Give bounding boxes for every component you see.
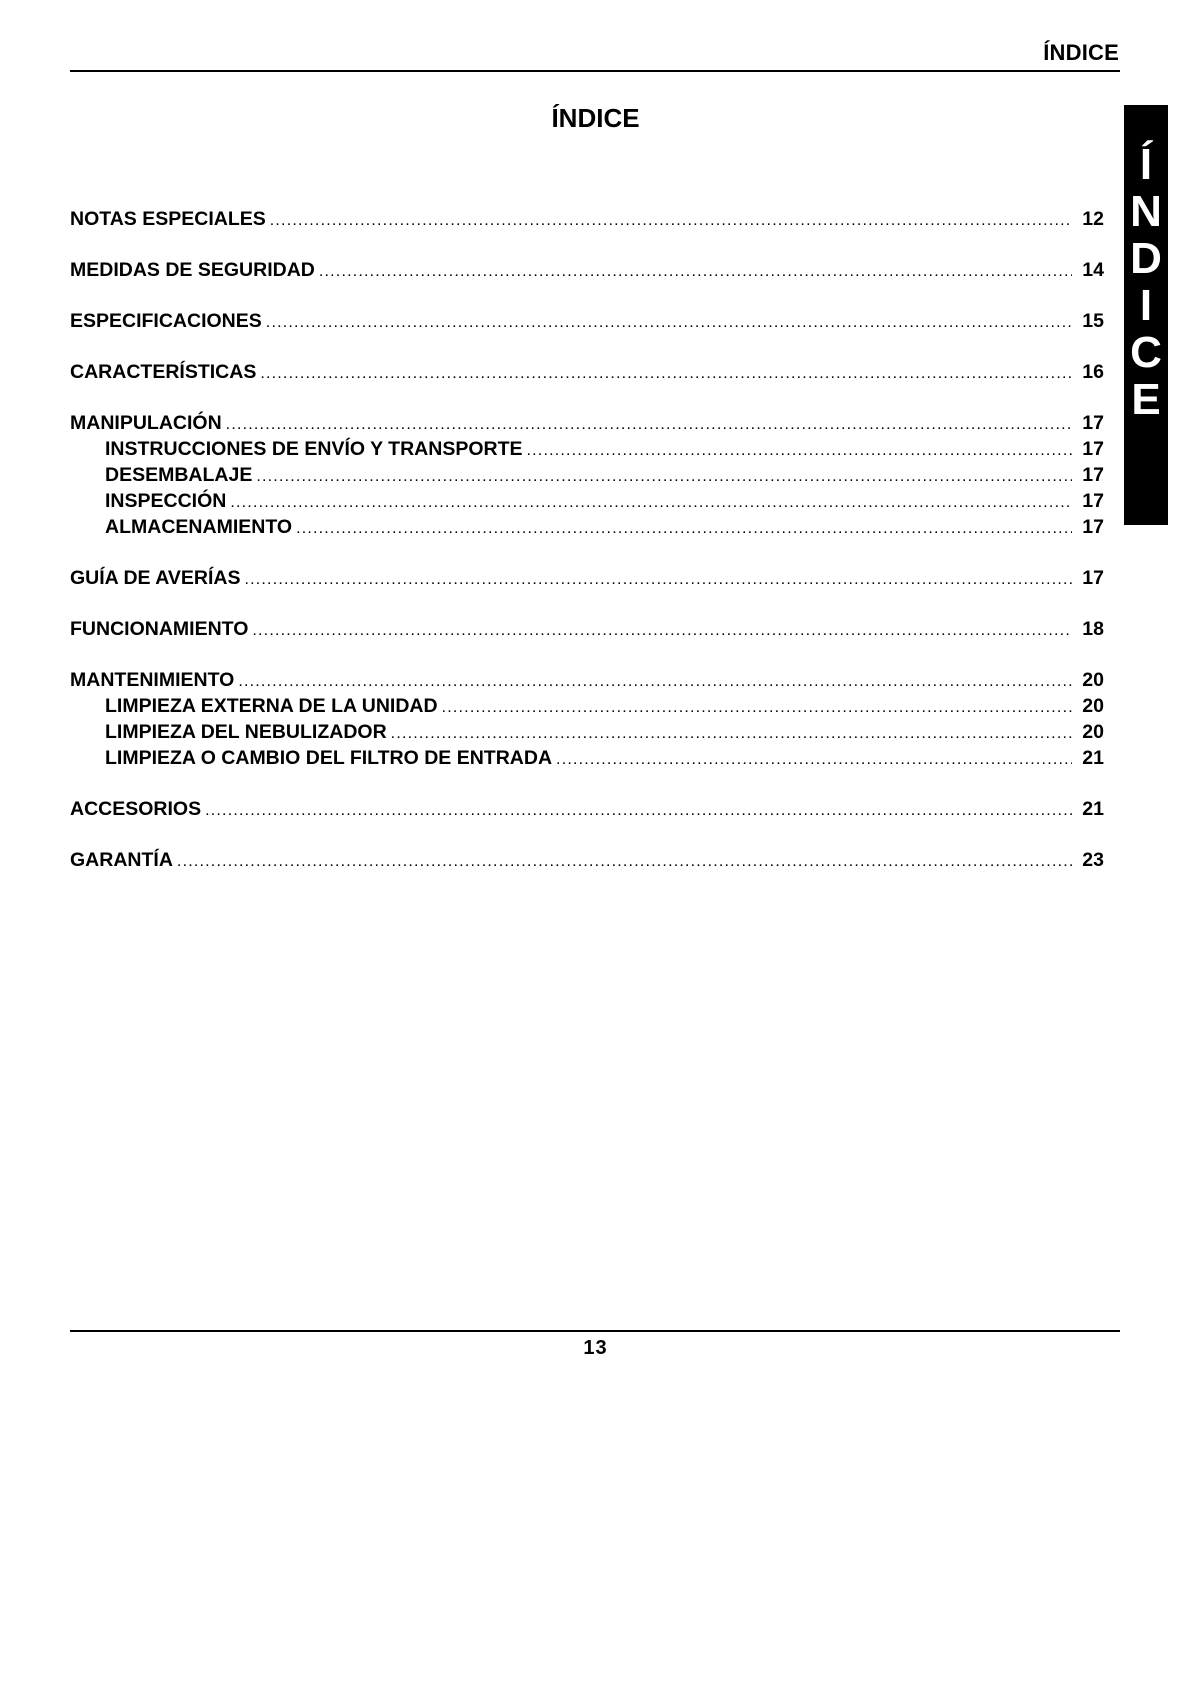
toc-entry-title: FUNCIONAMIENTO [70,618,249,640]
toc-group [70,259,1104,285]
dot-leader [260,365,1072,383]
dot-leader [270,212,1072,230]
side-tab-letter: Í [1139,140,1153,189]
toc-entry [70,310,1104,336]
toc-entry [70,259,1104,285]
toc-entry-page: 17 [1082,516,1104,538]
toc-subentry [70,747,1104,773]
toc-entry-page: 15 [1082,310,1104,332]
toc-entry-title: MANIPULACIÓN [70,412,222,434]
toc-subentry [70,516,1104,542]
toc-entry-title: DESEMBALAJE [105,464,253,486]
toc-entry [70,618,1104,644]
dot-leader [226,416,1072,434]
page-title: ÍNDICE [551,103,640,133]
dot-leader [252,622,1072,640]
dot-leader [256,468,1072,486]
toc-entry-page: 17 [1082,464,1104,486]
toc-subentry [70,490,1104,516]
toc-subentry [70,438,1104,464]
toc-entry [70,208,1104,234]
side-section-tab [1124,105,1168,525]
dot-leader [527,442,1072,460]
toc-entry [70,849,1104,875]
toc-group [70,412,1104,542]
dot-leader [442,699,1072,717]
side-tab-letter: D [1130,234,1162,283]
toc-entry-title: LIMPIEZA EXTERNA DE LA UNIDAD [105,695,438,717]
toc-entry-page: 14 [1082,259,1104,281]
toc-entry-page: 20 [1082,695,1104,717]
dot-leader [319,263,1072,281]
toc-entry-page: 17 [1082,567,1104,589]
dot-leader [244,571,1072,589]
toc-entry-title: MANTENIMIENTO [70,669,235,691]
toc-entry-page: 12 [1082,208,1104,230]
side-tab-letter: N [1130,187,1162,236]
toc-entry-page: 17 [1082,438,1104,460]
footer-rule [70,1330,1120,1332]
toc-entry-page: 16 [1082,361,1104,383]
toc-entry-title: GUÍA DE AVERÍAS [70,567,241,589]
toc-subentry [70,464,1104,490]
toc-group [70,669,1104,773]
side-tab-letter: C [1130,328,1162,377]
toc-entry-title: LIMPIEZA O CAMBIO DEL FILTRO DE ENTRADA [105,747,553,769]
toc-entry [70,412,1104,438]
toc-entry-page: 21 [1082,747,1104,769]
toc-group [70,208,1104,234]
dot-leader [266,314,1072,332]
toc-entry-page: 20 [1082,721,1104,743]
toc-entry [70,669,1104,695]
dot-leader [230,494,1072,512]
toc-group [70,618,1104,644]
dot-leader [238,673,1072,691]
toc-group [70,361,1104,387]
header-rule [70,70,1120,72]
table-of-contents [70,208,1104,900]
side-tab-letter: I [1139,281,1153,330]
toc-entry-title: ACCESORIOS [70,798,202,820]
toc-entry-page: 20 [1082,669,1104,691]
toc-entry [70,361,1104,387]
dot-leader [177,853,1072,871]
toc-entry-title: GARANTÍA [70,849,173,871]
toc-entry-title: ESPECIFICACIONES [70,310,262,332]
toc-entry-title: NOTAS ESPECIALES [70,208,266,230]
dot-leader [296,520,1072,538]
toc-subentry [70,695,1104,721]
toc-group [70,849,1104,875]
running-header-label: ÍNDICE [1043,40,1119,65]
side-tab-letter: E [1131,375,1161,424]
page-number: 13 [583,1337,608,1359]
toc-entry-page: 17 [1082,412,1104,434]
toc-entry [70,798,1104,824]
toc-entry-title: ALMACENAMIENTO [105,516,293,538]
toc-subentry [70,721,1104,747]
toc-group [70,310,1104,336]
toc-entry-title: INSPECCIÓN [105,490,227,512]
dot-leader [391,725,1072,743]
toc-entry-title: LIMPIEZA DEL NEBULIZADOR [105,721,387,743]
toc-entry-page: 17 [1082,490,1104,512]
toc-entry-title: CARACTERÍSTICAS [70,361,257,383]
toc-entry [70,567,1104,593]
toc-entry-page: 18 [1082,618,1104,640]
dot-leader [205,802,1072,820]
toc-group [70,567,1104,593]
toc-entry-title: INSTRUCCIONES DE ENVÍO Y TRANSPORTE [105,438,523,460]
toc-group [70,798,1104,824]
toc-entry-title: MEDIDAS DE SEGURIDAD [70,259,315,281]
toc-entry-page: 21 [1082,798,1104,820]
toc-entry-page: 23 [1082,849,1104,871]
dot-leader [556,751,1072,769]
